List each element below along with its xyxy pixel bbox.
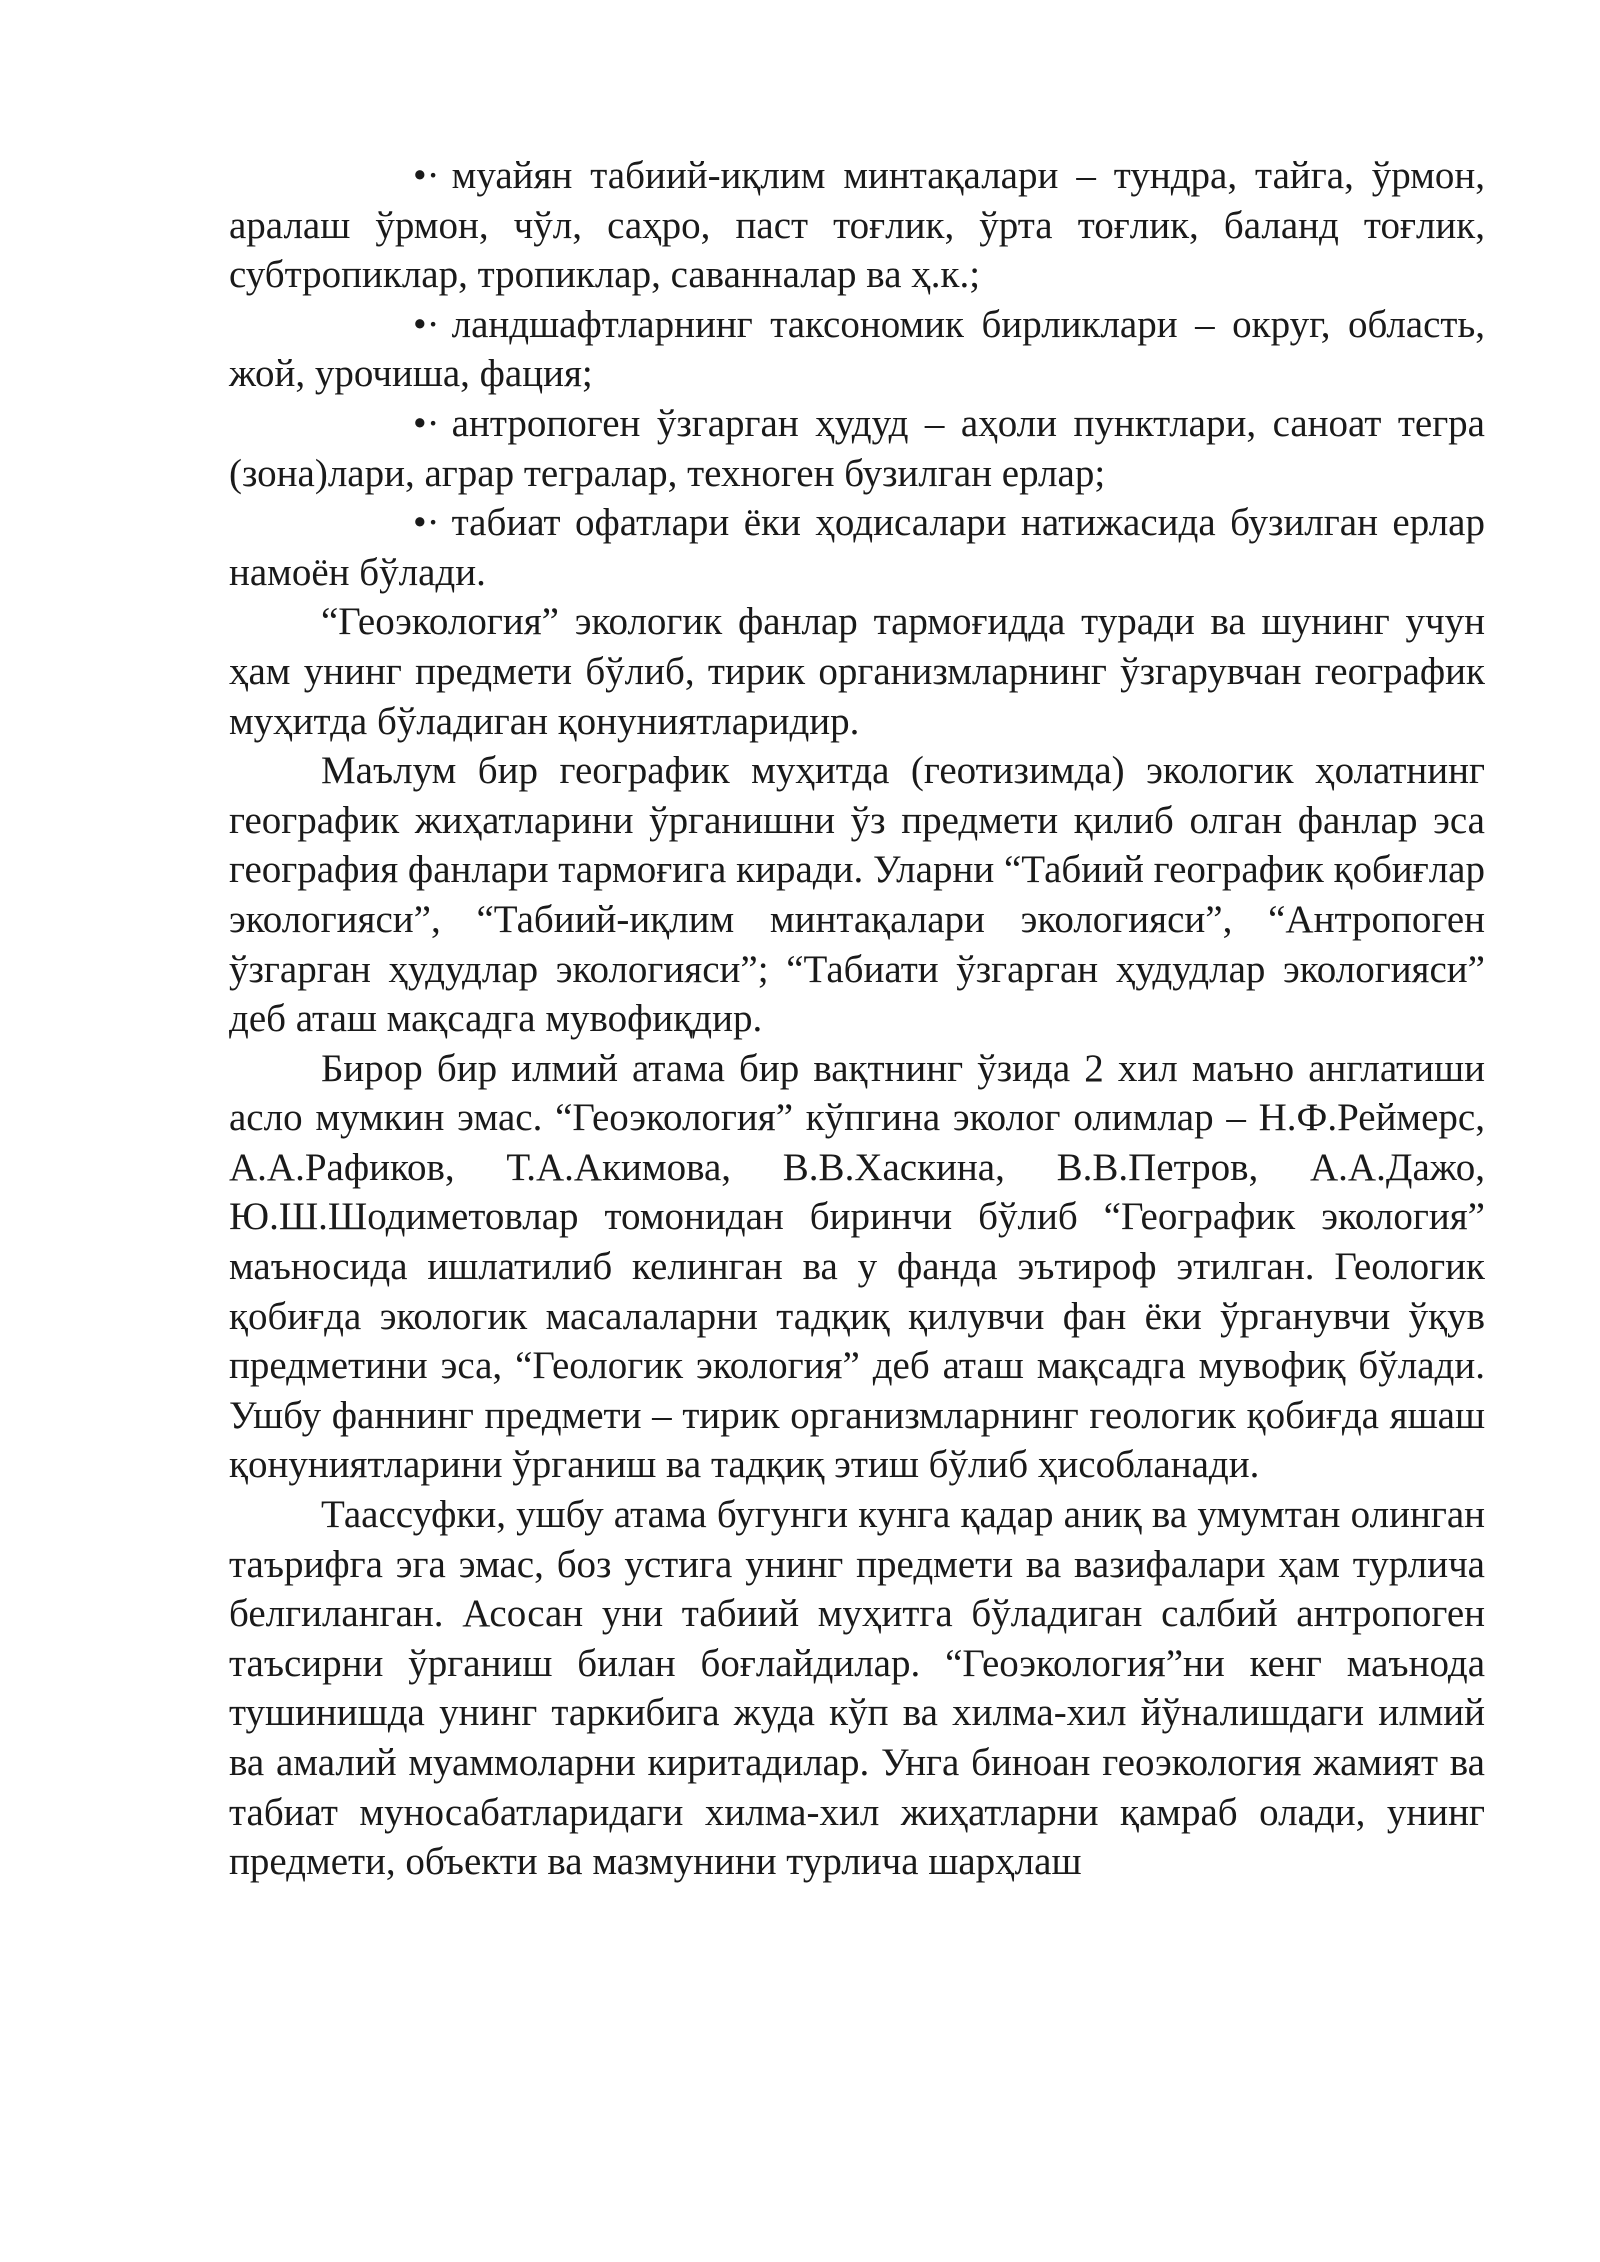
paragraph-term-definition: Таассуфки, ушбу атама бугунги кунга қадар аниқ ва умумтан олинган таърифга эга эмас, боз устига унинг предмети ва вазифалари ҳам турлича белгиланган. Асосан уни табиий муҳитга бўладиган салбий антропоген таъсирни ўрганиш билан боғлайдилар. “Геоэкология”ни кенг маънода тушинишда унинг таркибига жуда кўп ва хилма-хил йўналишдаги илмий ва амалий муаммоларни киритадилар. Унга биноан геоэкология жамият ва табиат муносабатларидаги хилма-хил жиҳатларни қамраб олади, унинг предмети, объекти ва мазмунини турлича шарҳлаш: [229, 1493, 1485, 1884]
bullet-item-anthropogenic-areas: [229, 399, 1485, 498]
bullet-text: муайян табиий-иқлим минтақалари – тундра, тайга, ўрмон, аралаш ўрмон, чўл, саҳро, паст тоғлик, ўрта тоғлик, баланд тоғлик, субтропиклар, тропиклар, саванналар ва ҳ.к.;: [229, 154, 1485, 297]
bullet-icon: •·: [413, 154, 440, 197]
bullet-icon: •·: [413, 302, 440, 346]
paragraph-geoecology-definition: “Геоэкология” экологик фанлар тармоғидда туради ва шунинг учун ҳам унинг предмети бўлиб, тирик организмларнинг ўзгарувчан географик муҳитда бўладиган қонуниятларидир.: [229, 600, 1485, 743]
paragraph-geography-branches: Маълум бир географик муҳитда (геотизимда) экологик ҳолатнинг географик жиҳатларини ўрганишни ўз предмети қилиб олган фанлар эса география фанлари тармоғига киради. Уларни “Табиий географик қобиғлар экологияси”, “Табиий-иқлим минтақалари экологияси”, “Антропоген ўзгарган ҳудудлар экологияси”; “Табиати ўзгарган ҳудудлар экологияси” деб аташ мақсадга мувофиқдир.: [229, 749, 1485, 1041]
bullet-icon: •·: [413, 401, 440, 445]
bullet-item-taxonomic-units: [229, 300, 1485, 399]
bullet-text: антропоген ўзгарган ҳудуд – аҳоли пунктлари, саноат тегра (зона)лари, аграр тегралар, техноген бузилган ерлар;: [229, 401, 1485, 495]
bullet-text: ландшафтларнинг таксономик бирликлари – округ, область, жой, урочиша, фация;: [229, 302, 1485, 396]
bullet-text: табиат офатлари ёки ҳодисалари натижасида бузилган ерлар намоён бўлади.: [229, 501, 1485, 594]
bullet-item-landscape-zones: [229, 151, 1485, 300]
document-page: [229, 151, 1485, 1887]
bullet-icon: •·: [413, 501, 440, 545]
paragraph-term-meaning: Бирор бир илмий атама бир вақтнинг ўзида 2 хил маъно англатиши асло мумкин эмас. “Геоэкология” кўпгина эколог олимлар – Н.Ф.Реймерс, А.А.Рафиков, Т.А.Акимова, В.В.Хаскина, В.В.Петров, А.А.Дажо, Ю.Ш.Шодиметовлар томонидан биринчи бўлиб “Географик экология” маъносида ишлатилиб келинган ва у фанда эътироф этилган. Геологик қобиғда экологик масалаларни тадқиқ қилувчи фан ёки ўрганувчи ўқув предметини эса, “Геологик экология” деб аташ мақсадга мувофиқ бўлади. Ушбу фаннинг предмети – тирик организмларнинг геологик қобиғда яшаш қонуниятларини ўрганиш ва тадқиқ этиш бўлиб ҳисобланади.: [229, 1046, 1485, 1487]
bullet-item-natural-disasters: [229, 498, 1485, 597]
